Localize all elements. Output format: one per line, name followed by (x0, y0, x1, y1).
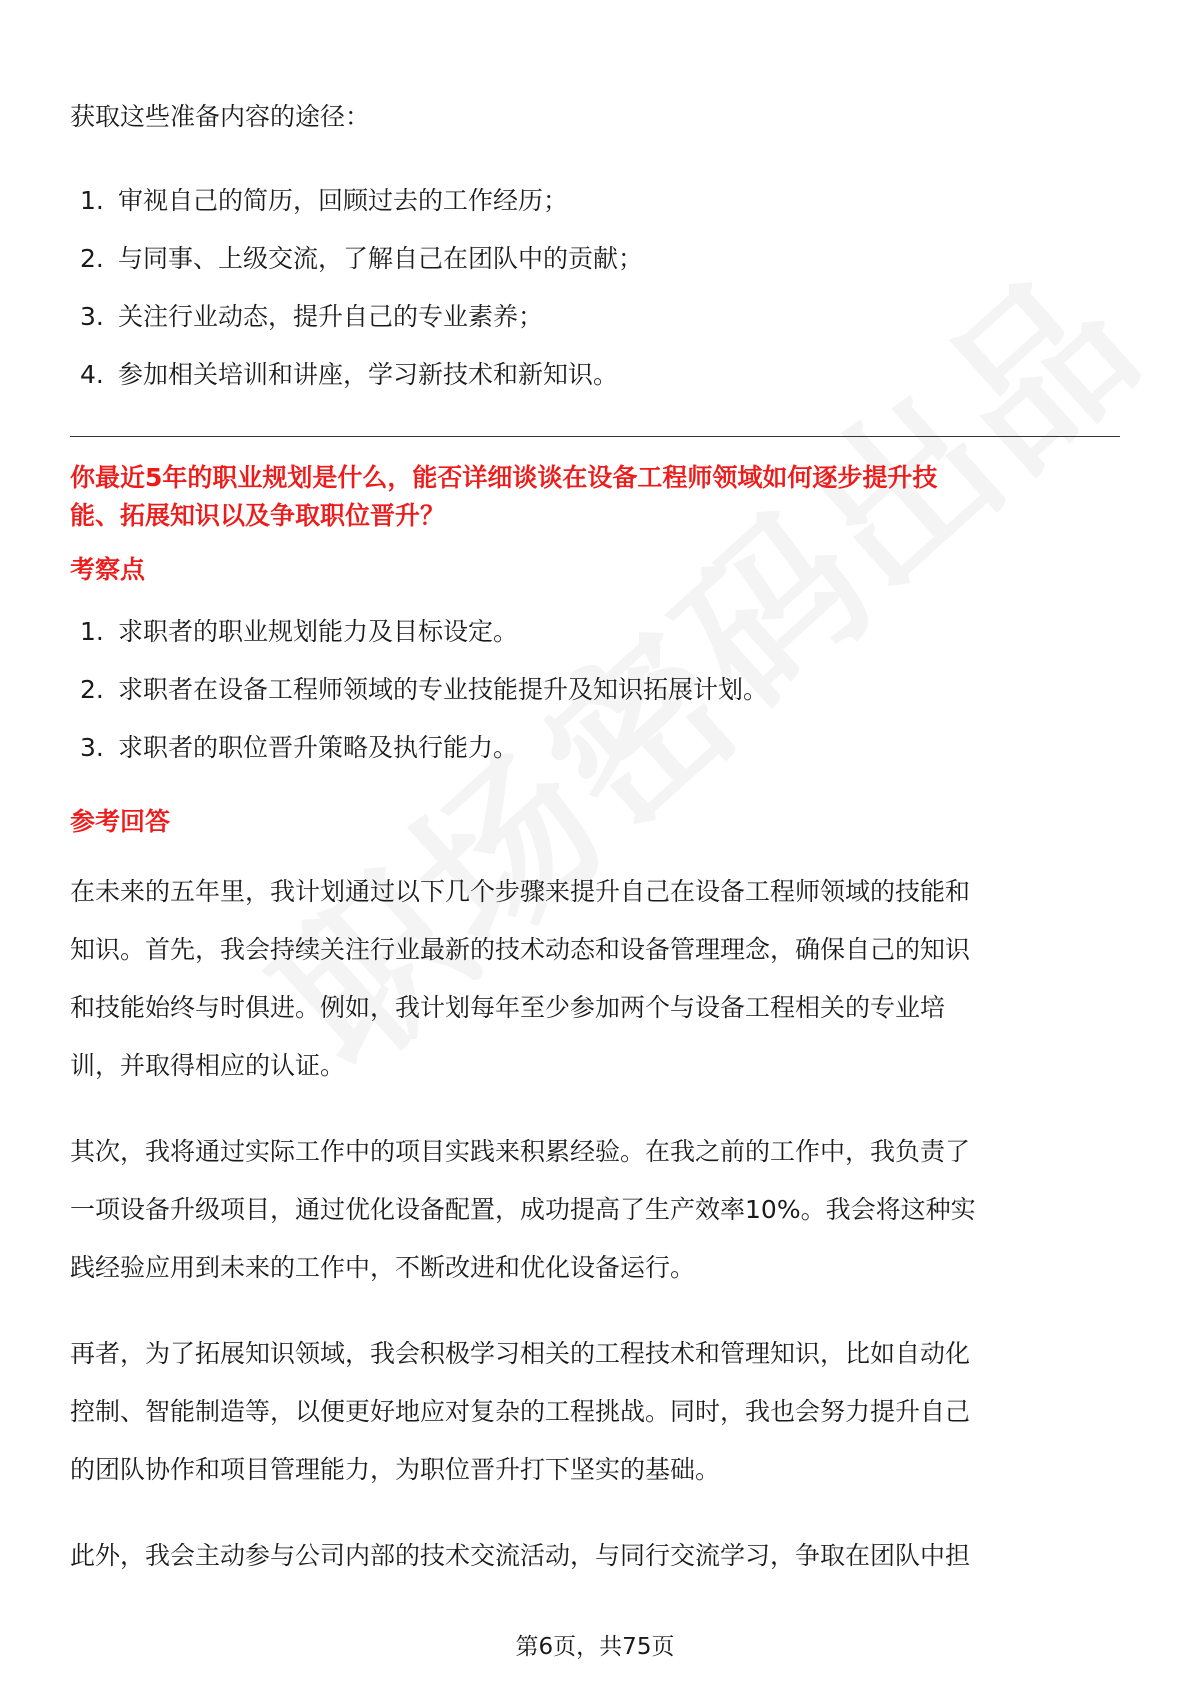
list-number: 2. (80, 244, 104, 273)
question-line: 能、拓展知识以及争取职位晋升？ (70, 501, 446, 530)
answer-paragraph (70, 1325, 1120, 1499)
answer-line: 和技能始终与时俱进。例如，我计划每年至少参加两个与设备工程相关的专业培 (70, 993, 946, 1022)
list-item (80, 230, 1120, 288)
page-footer: 第6页，共75页 (515, 1634, 675, 1660)
answer-body (70, 863, 1120, 1585)
list-item (80, 603, 1120, 661)
section-divider (70, 436, 1120, 437)
list-number: 1. (80, 186, 104, 215)
answer-line: 的团队协作和项目管理能力，为职位晋升打下坚实的基础。 (70, 1455, 721, 1484)
list-text: 求职者在设备工程师领域的专业技能提升及知识拓展计划。 (118, 675, 769, 704)
list-item (80, 288, 1120, 346)
answer-line: 其次，我将通过实际工作中的项目实践来积累经验。在我之前的工作中，我负责了 (70, 1137, 971, 1166)
list-text: 关注行业动态，提升自己的专业素养； (118, 302, 544, 331)
list-item (80, 719, 1120, 777)
intro-text: 获取这些准备内容的途径： (70, 102, 371, 131)
answer-label: 参考回答 (70, 807, 171, 836)
list-text: 审视自己的简历，回顾过去的工作经历； (118, 186, 569, 215)
answer-paragraph (70, 1527, 1120, 1585)
focus-label: 考察点 (70, 555, 146, 584)
answer-line: 训，并取得相应的认证。 (70, 1051, 346, 1080)
focus-points-list (70, 603, 1120, 777)
answer-paragraph (70, 863, 1120, 1095)
preparation-steps-list (70, 172, 1120, 404)
list-number: 3. (80, 733, 104, 762)
question-line: 你最近5年的职业规划是什么，能否详细谈谈在设备工程师领域如何逐步提升技 (70, 463, 938, 492)
answer-line: 控制、智能制造等，以便更好地应对复杂的工程挑战。同时，我也会努力提升自己 (70, 1397, 971, 1426)
answer-line: 践经验应用到未来的工作中，不断改进和优化设备运行。 (70, 1253, 696, 1282)
page-content (70, 88, 1120, 1613)
list-number: 2. (80, 675, 104, 704)
list-number: 4. (80, 360, 104, 389)
list-text: 求职者的职业规划能力及目标设定。 (118, 617, 519, 646)
answer-line: 再者，为了拓展知识领域，我会积极学习相关的工程技术和管理知识，比如自动化 (70, 1339, 971, 1368)
answer-line: 在未来的五年里，我计划通过以下几个步骤来提升自己在设备工程师领域的技能和 (70, 877, 971, 906)
list-text: 参加相关培训和讲座，学习新技术和新知识。 (118, 360, 619, 389)
list-text: 求职者的职位晋升策略及执行能力。 (118, 733, 519, 762)
list-item (80, 661, 1120, 719)
answer-paragraph (70, 1123, 1120, 1297)
list-item (80, 172, 1120, 230)
list-number: 1. (80, 617, 104, 646)
list-text: 与同事、上级交流，了解自己在团队中的贡献； (118, 244, 644, 273)
answer-line: 一项设备升级项目，通过优化设备配置，成功提高了生产效率10%。我会将这种实 (70, 1195, 976, 1224)
answer-line: 知识。首先，我会持续关注行业最新的技术动态和设备管理理念，确保自己的知识 (70, 935, 971, 964)
question-heading (70, 459, 1120, 535)
list-number: 3. (80, 302, 104, 331)
answer-line: 此外，我会主动参与公司内部的技术交流活动，与同行交流学习，争取在团队中担 (70, 1541, 971, 1570)
list-item (80, 346, 1120, 404)
